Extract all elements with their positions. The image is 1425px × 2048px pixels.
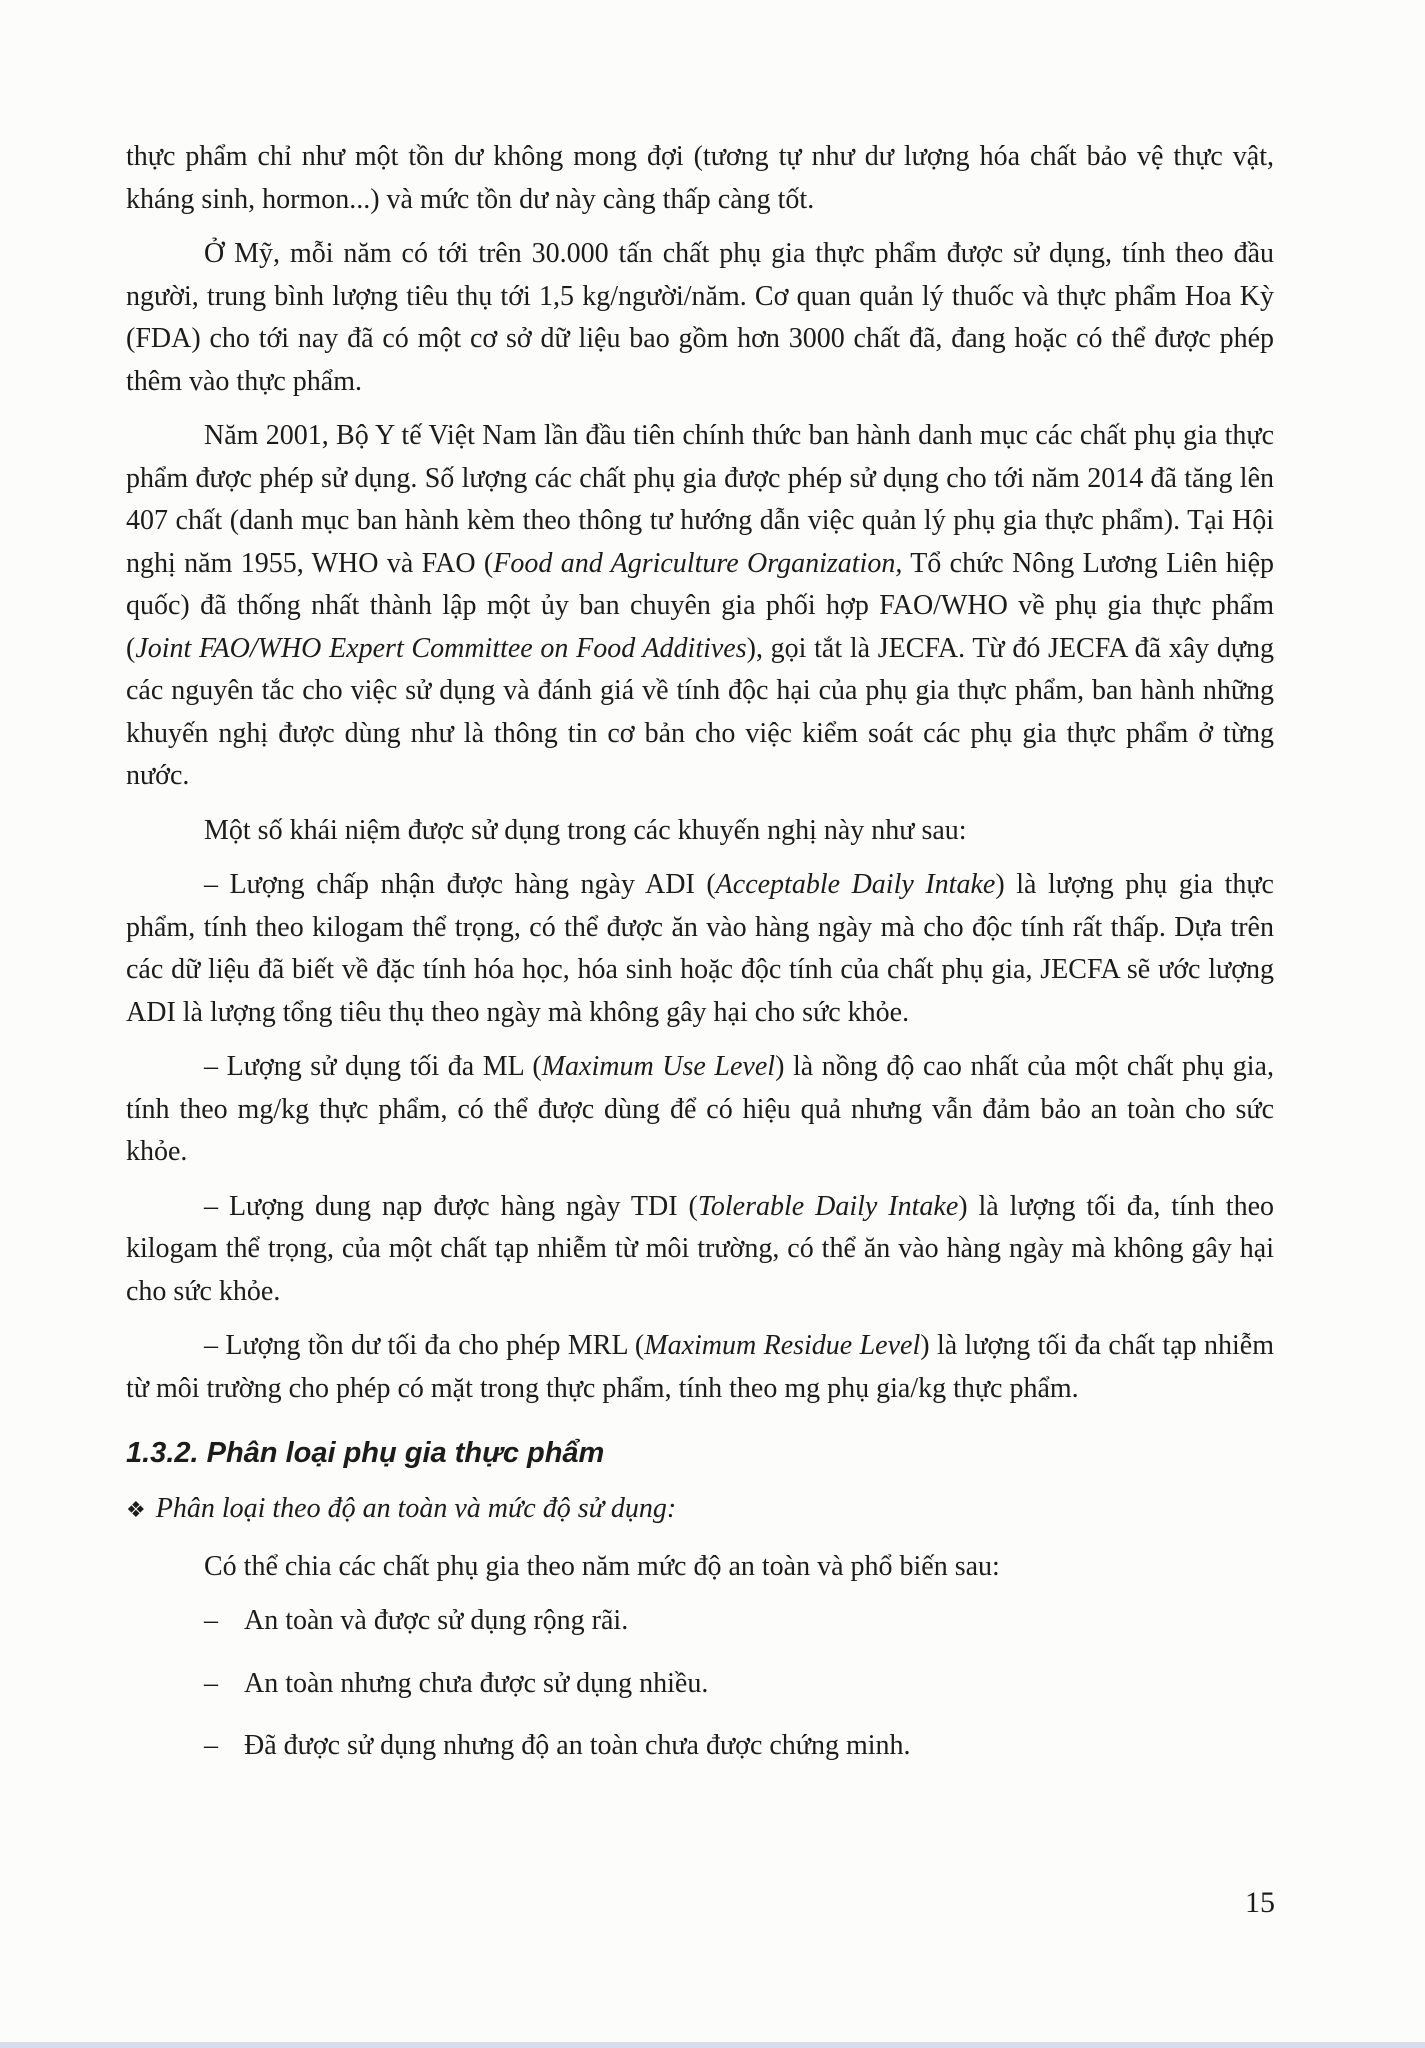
list-item-text: An toàn và được sử dụng rộng rãi. xyxy=(244,1605,629,1636)
classification-intro: Có thể chia các chất phụ gia theo năm mức độ an toàn và phổ biến sau: xyxy=(204,1550,1000,1582)
italic-term: Joint FAO/WHO Expert Committee on Food Additives xyxy=(135,632,747,664)
list-item xyxy=(126,1725,1274,1768)
page-number: 15 xyxy=(1245,1886,1275,1919)
paragraph-usa-additives: Ở Mỹ, mỗi năm có tới trên 30.000 tấn chất phụ gia thực phẩm được sử dụng, tính theo đầu người, trung bình lượng tiêu thụ tới 1,5 kg/người/năm. Cơ quan quản lý thuốc và thực phẩm Hoa Kỳ (FDA) cho tới nay đã có một cơ sở dữ liệu bao gồm hơn 3000 chất đã, đang hoặc có thể được phép thêm vào thực phẩm. xyxy=(126,238,1274,397)
italic-term: Tolerable Daily Intake xyxy=(697,1190,959,1222)
page-body xyxy=(126,136,1274,1788)
list-item xyxy=(126,1663,1274,1706)
paragraph-concepts-intro: Một số khái niệm được sử dụng trong các khuyến nghị này như sau: xyxy=(204,814,967,846)
paragraph-vietnam-regulation xyxy=(126,415,1274,798)
italic-term: Maximum Residue Level xyxy=(644,1330,921,1361)
paragraph-text: Tổ chức Nông Lương Liên hiệp quốc) đã thống nhất thành lập một ủy ban chuyên gia phối hợp FAO/WHO về phụ gia thực phẩm ( xyxy=(126,547,1274,664)
definition-mrl xyxy=(126,1325,1274,1410)
definition-text: – Lượng chấp nhận được hàng ngày ADI ( xyxy=(204,869,716,900)
scan-edge xyxy=(0,2042,1425,2048)
diamond-bullet-icon: ❖ xyxy=(126,1497,146,1522)
list-item xyxy=(126,1600,1274,1643)
list-item-text: Đã được sử dụng nhưng độ an toàn chưa được chứng minh. xyxy=(244,1730,911,1761)
definition-text: ) là lượng tối đa, tính theo kilogam thể trọng, của một chất tạp nhiễm từ môi trường, có thể ăn vào hàng ngày mà không gây hại cho sức khỏe. xyxy=(126,1190,1275,1307)
section-subheading xyxy=(126,1488,1274,1532)
definition-adi xyxy=(126,864,1274,1034)
paragraph-text: Năm 2001, Bộ Y tế Việt Nam lần đầu tiên chính thức ban hành danh mục các chất phụ gia thực phẩm được phép sử dụng. Số lượng các chất phụ gia được phép sử dụng cho tới năm 2014 đã tăng lên 407 chất (danh mục ban hành kèm theo thông tư hướng dẫn việc quản lý phụ gia thực phẩm). Tại Hội nghị năm 1955, WHO và FAO ( xyxy=(126,420,1274,579)
paragraph-text: ), gọi tắt là JECFA. Từ đó JECFA đã xây dựng các nguyên tắc cho việc sử dụng và đánh giá về tính độc hại của phụ gia thực phẩm, ban hành những khuyến nghị được dùng như là thông tin cơ bản cho việc kiểm soát các phụ gia thực phẩm ở từng nước. xyxy=(126,632,1274,791)
definition-text: ) là nồng độ cao nhất của một chất phụ gia, tính theo mg/kg thực phẩm, có thể được dùng để có hiệu quả nhưng vẫn đảm bảo an toàn cho sức khỏe. xyxy=(126,1051,1274,1167)
definition-text: – Lượng sử dụng tối đa ML ( xyxy=(204,1051,542,1082)
dash-bullet-icon: – xyxy=(204,1730,218,1761)
dash-bullet-icon: – xyxy=(204,1667,218,1699)
italic-term: Acceptable Daily Intake xyxy=(715,869,996,900)
dash-bullet-icon: – xyxy=(204,1605,218,1636)
section-heading: 1.3.2. Phân loại phụ gia thực phẩm xyxy=(126,1437,605,1469)
paragraph-continued: thực phẩm chỉ như một tồn dư không mong đợi (tương tự như dư lượng hóa chất bảo vệ thực vật, kháng sinh, hormon...) và mức tồn dư này càng thấp càng tốt. xyxy=(126,141,1274,215)
definition-ml xyxy=(126,1046,1274,1174)
italic-term: Food and Agriculture Organization, xyxy=(493,547,903,579)
definition-tdi xyxy=(126,1186,1274,1314)
list-item-text: An toàn nhưng chưa được sử dụng nhiều. xyxy=(244,1667,709,1699)
definition-text: ) là lượng tối đa chất tạp nhiễm từ môi trường cho phép có mặt trong thực phẩm, tính theo mg phụ gia/kg thực phẩm. xyxy=(126,1330,1275,1404)
definition-text: – Lượng tồn dư tối đa cho phép MRL ( xyxy=(204,1330,645,1361)
subheading-text: Phân loại theo độ an toàn và mức độ sử dụng: xyxy=(155,1493,677,1524)
definition-text: ) là lượng phụ gia thực phẩm, tính theo kilogam thể trọng, có thể được ăn vào hàng ngày mà cho độc tính rất thấp. Dựa trên các dữ liệu đã biết về đặc tính hóa học, hóa sinh hoặc độc tính của chất phụ gia, JECFA sẽ ước lượng ADI là lượng tổng tiêu thụ theo ngày mà không gây hại cho sức khỏe. xyxy=(126,869,1274,1028)
definition-text: – Lượng dung nạp được hàng ngày TDI ( xyxy=(204,1190,698,1222)
italic-term: Maximum Use Level xyxy=(541,1051,776,1082)
